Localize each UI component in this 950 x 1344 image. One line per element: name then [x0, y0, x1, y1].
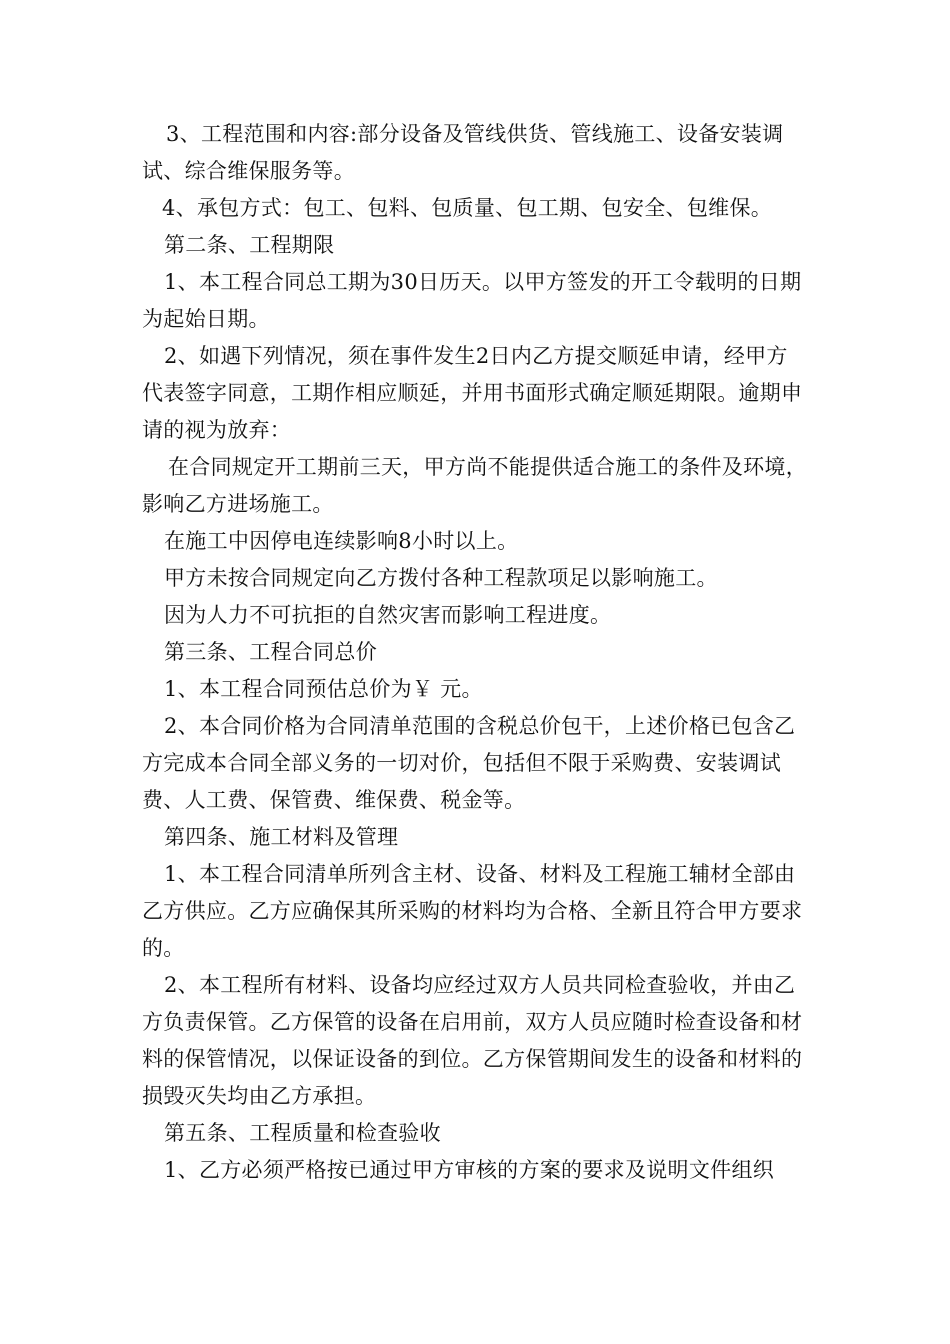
paragraph-condition-disaster: 因为人力不可抗拒的自然灾害而影响工程进度。 — [164, 603, 612, 627]
section-heading-price: 第三条、工程合同总价 — [164, 640, 377, 664]
paragraph-estimated-price: 1、本工程合同预估总价为￥ 元。 — [164, 677, 483, 701]
paragraph-quality-requirements: 1、乙方必须严格按已通过甲方审核的方案的要求及说明文件组织 — [164, 1158, 775, 1182]
paragraph-price-inclusive: 2、本合同价格为合同清单范围的含税总价包干，上述价格已包含乙方完成本合同全部义务的一切对价，包括但不限于采购费、安装调试费、人工费、保管费、维保费、税金等。 — [142, 714, 796, 812]
section-heading-materials: 第四条、施工材料及管理 — [164, 825, 399, 849]
paragraph-contract-mode: 4、承包方式：包工、包料、包质量、包工期、包安全、包维保。 — [162, 196, 773, 220]
document-body — [142, 116, 808, 1189]
paragraph-scope: 3、工程范围和内容:部分设备及管线供货、管线施工、设备安装调试、综合维保服务等。 — [142, 122, 784, 183]
paragraph-materials-supply: 1、本工程合同清单所列含主材、设备、材料及工程施工辅材全部由乙方供应。乙方应确保其所采购的材料均为合格、全新且符合甲方要求的。 — [142, 862, 803, 960]
section-heading-quality: 第五条、工程质量和检查验收 — [164, 1121, 441, 1145]
paragraph-extension-request: 2、如遇下列情况，须在事件发生2日内乙方提交顺延申请，经甲方代表签字同意，工期作相应顺延，并用书面形式确定顺延期限。逾期申请的视为放弃： — [142, 344, 803, 442]
paragraph-term-duration: 1、本工程合同总工期为30日历天。以甲方签发的开工令载明的日期为起始日期。 — [142, 270, 802, 331]
paragraph-materials-inspection: 2、本工程所有材料、设备均应经过双方人员共同检查验收，并由乙方负责保管。乙方保管的设备在启用前，双方人员应随时检查设备和材料的保管情况，以保证设备的到位。乙方保管期间发生的设备和材料的损毁灭失均由乙方承担。 — [142, 973, 803, 1108]
section-heading-term: 第二条、工程期限 — [164, 233, 335, 257]
paragraph-condition-payment: 甲方未按合同规定向乙方拨付各种工程款项足以影响施工。 — [164, 566, 718, 590]
paragraph-condition-power: 在施工中因停电连续影响8小时以上。 — [164, 529, 519, 553]
paragraph-condition-site: 在合同规定开工期前三天，甲方尚不能提供适合施工的条件及环境，影响乙方进场施工。 — [142, 455, 807, 516]
